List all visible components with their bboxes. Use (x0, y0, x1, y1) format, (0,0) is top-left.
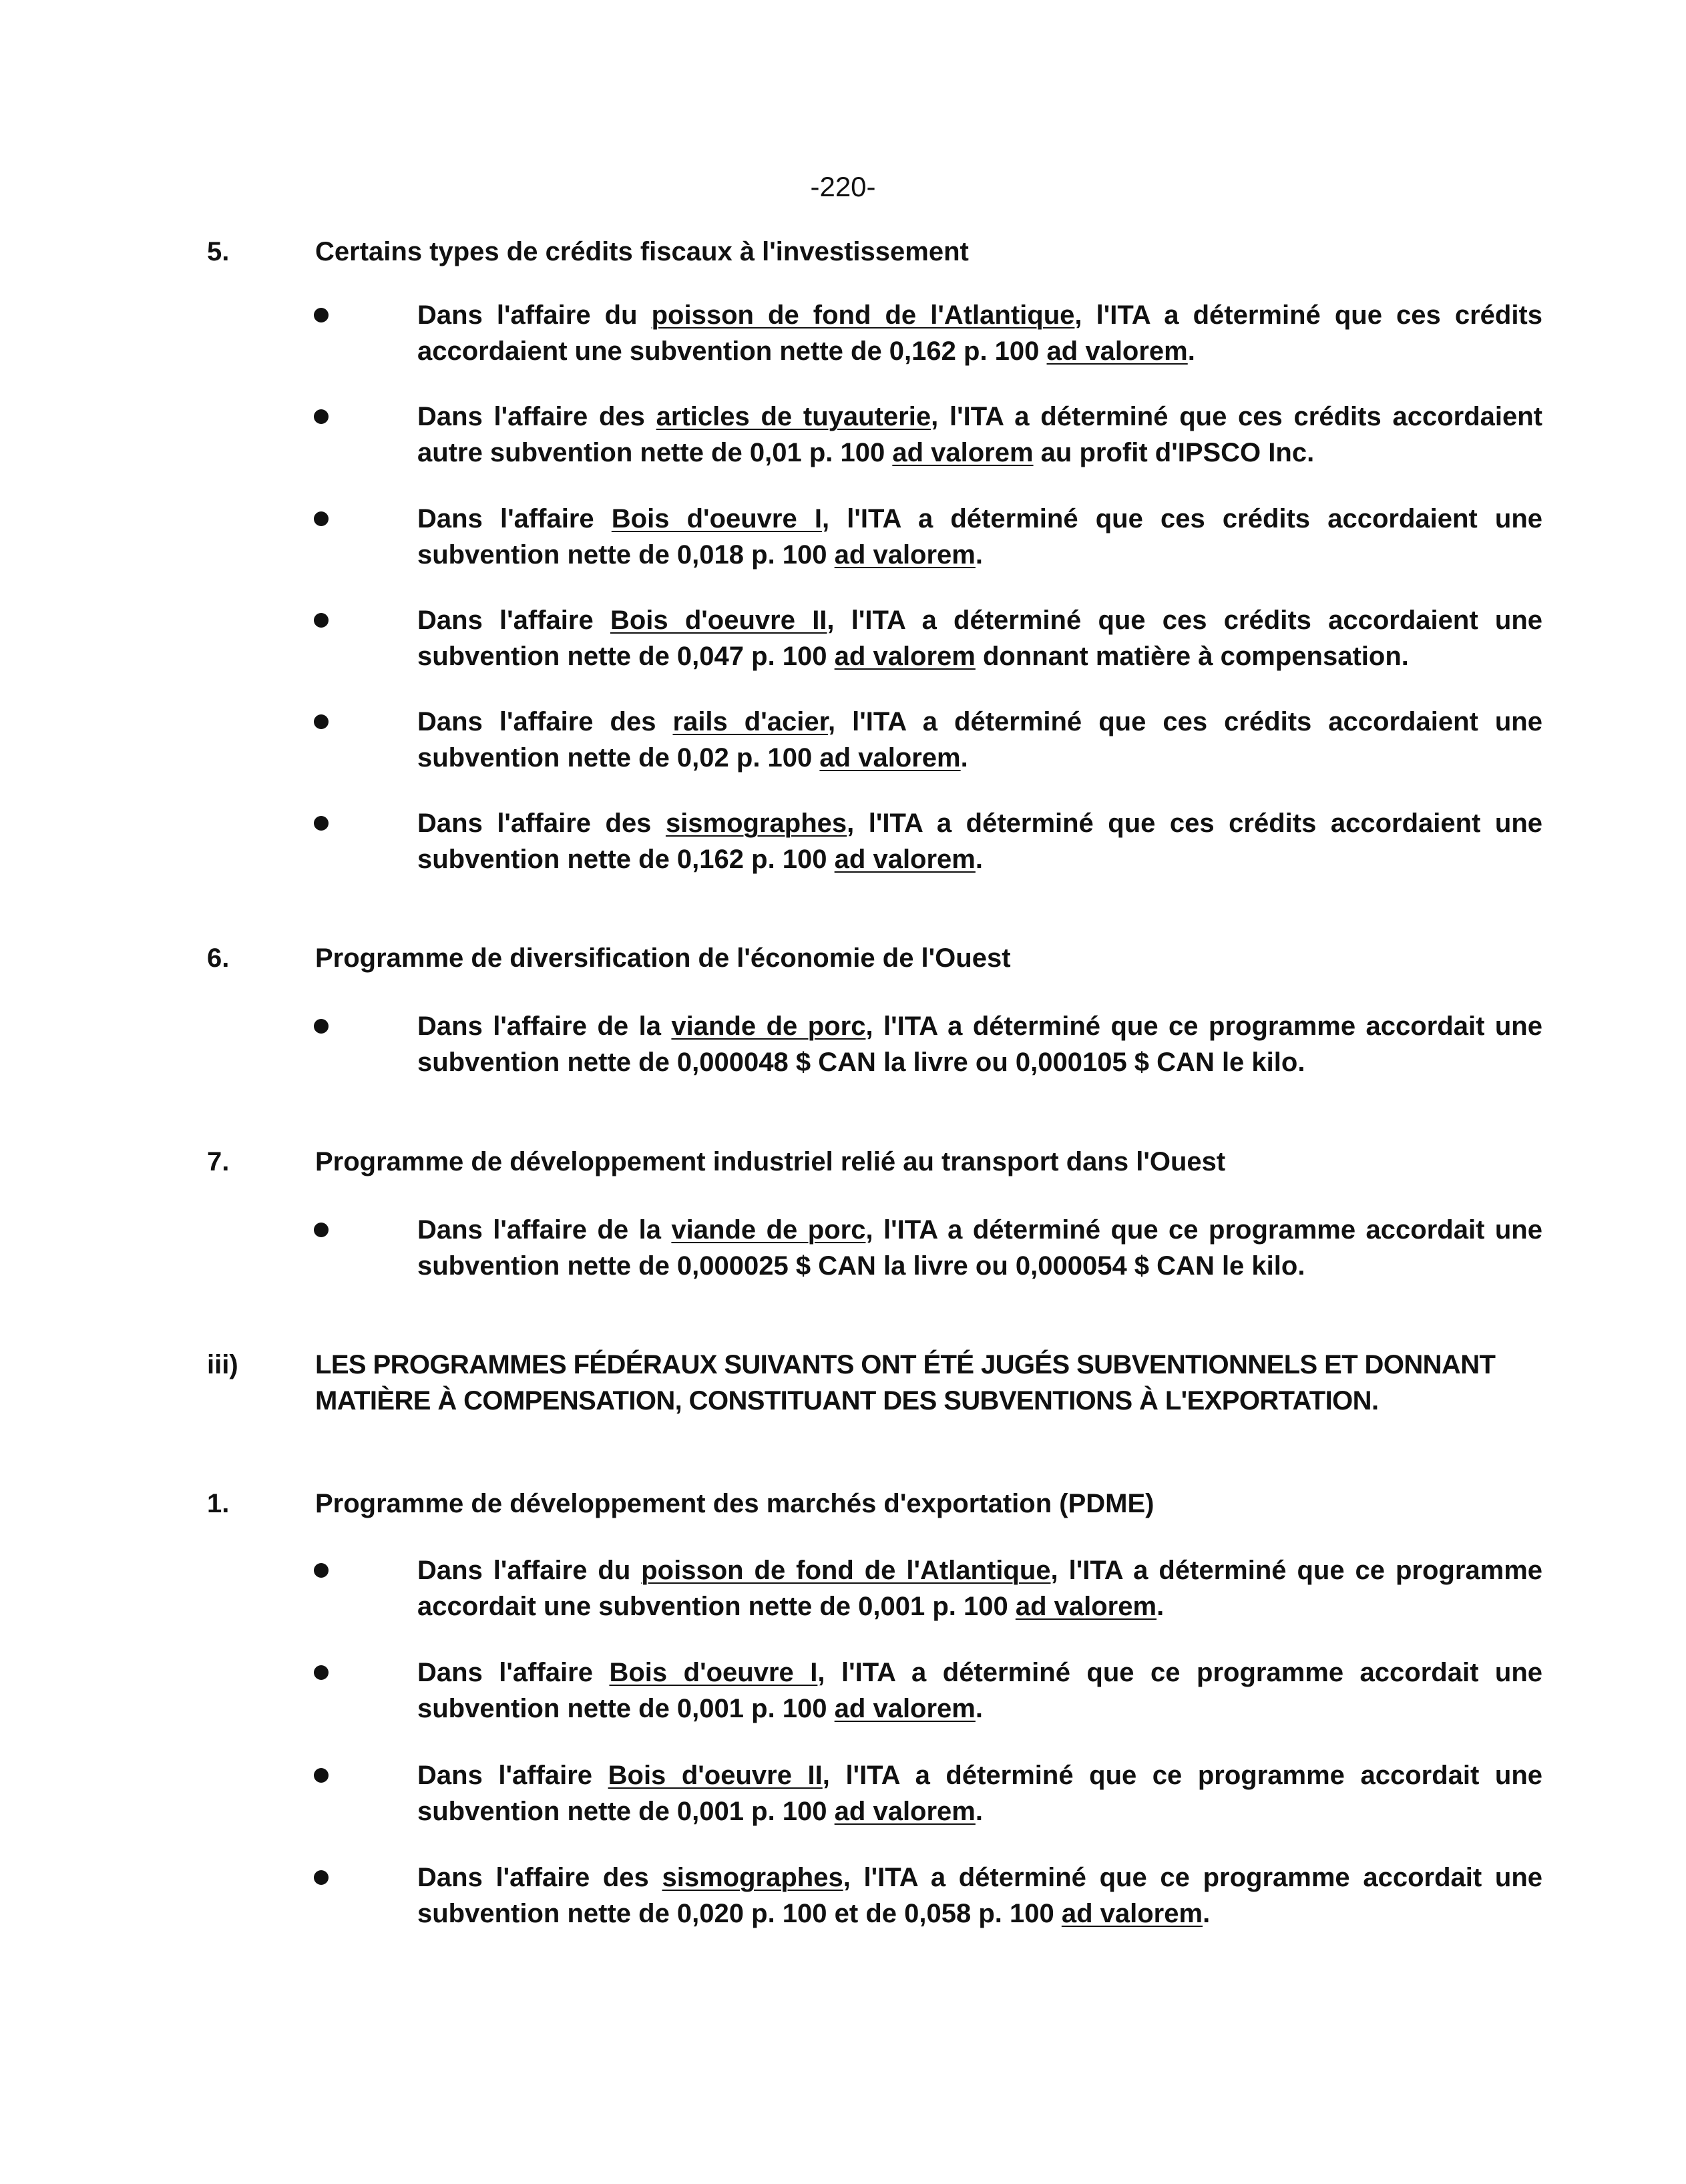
section-title: Programme de développement industriel relié au transport dans l'Ouest (315, 1147, 1226, 1176)
section-number: 5. (207, 237, 230, 266)
list-item-text: Dans l'affaire Bois d'oeuvre II, l'ITA a déterminé que ce programme accordait une subvention nette de 0,001 p. 100 ad valorem. (417, 1761, 1542, 1826)
list-item-text: Dans l'affaire du poisson de fond de l'Atlantique, l'ITA a déterminé que ce programme accordait une subvention nette de 0,001 p. 100 ad valorem. (417, 1556, 1543, 1621)
list-item-text: Dans l'affaire Bois d'oeuvre I, l'ITA a déterminé que ce programme accordait une subvention nette de 0,001 p. 100 ad valorem. (417, 1658, 1542, 1723)
list-item-text: Dans l'affaire de la viande de porc, l'ITA a déterminé que ce programme accordait une subvention nette de 0,000025 $ CAN la livre ou 0,000054 $ CAN le kilo. (417, 1215, 1542, 1281)
bullet-icon (314, 1019, 329, 1034)
list-item-text: Dans l'affaire des sismographes, l'ITA a déterminé que ce programme accordait une subvention nette de 0,020 p. 100 et de 0,058 p. 100 ad valorem. (417, 1863, 1543, 1928)
bullet-icon (314, 1768, 329, 1783)
section-number: iii) (207, 1350, 238, 1379)
section-number: 6. (207, 943, 230, 973)
list-item-text: Dans l'affaire du poisson de fond de l'Atlantique, l'ITA a déterminé que ces crédits accordaient une subvention nette de 0,162 p. 100 ad valorem. (417, 300, 1542, 366)
bullet-icon (314, 1563, 329, 1578)
list-item-text: Dans l'affaire Bois d'oeuvre I, l'ITA a déterminé que ces crédits accordaient une subvention nette de 0,018 p. 100 ad valorem. (417, 504, 1542, 570)
page-number: -220- (810, 171, 876, 202)
bullet-icon (314, 308, 329, 322)
bullet-icon (314, 1223, 329, 1237)
section-title: Programme de diversification de l'économie de l'Ouest (315, 943, 1011, 973)
section-title: LES PROGRAMMES FÉDÉRAUX SUIVANTS ONT ÉTÉ JUGÉS SUBVENTIONNELS ET DONNANT MATIÈRE À COMPENSATION, CONSTITUANT DES SUBVENTIONS À L'EXPORTATION. (315, 1350, 1496, 1415)
bullet-icon (314, 1665, 329, 1680)
bullet-icon (314, 511, 329, 526)
section-title: Programme de développement des marchés d'exportation (PDME) (315, 1489, 1154, 1518)
list-item-text: Dans l'affaire des articles de tuyauterie, l'ITA a déterminé que ces crédits accordaient autre subvention nette de 0,01 p. 100 ad valorem au profit d'IPSCO Inc. (417, 402, 1542, 467)
bullet-icon (314, 409, 329, 424)
list-item-text: Dans l'affaire des rails d'acier, l'ITA a déterminé que ces crédits accordaient une subvention nette de 0,02 p. 100 ad valorem. (417, 707, 1542, 773)
section-number: 7. (207, 1147, 230, 1176)
bullet-icon (314, 1870, 329, 1885)
section-title: Certains types de crédits fiscaux à l'investissement (315, 237, 969, 266)
bullet-icon (314, 714, 329, 729)
section-number: 1. (207, 1489, 230, 1518)
list-item-text: Dans l'affaire Bois d'oeuvre II, l'ITA a déterminé que ces crédits accordaient une subvention nette de 0,047 p. 100 ad valorem donnant matière à compensation. (417, 606, 1542, 671)
bullet-icon (314, 613, 329, 628)
list-item-text: Dans l'affaire de la viande de porc, l'ITA a déterminé que ce programme accordait une subvention nette de 0,000048 $ CAN la livre ou 0,000105 $ CAN le kilo. (417, 1012, 1542, 1077)
list-item-text: Dans l'affaire des sismographes, l'ITA a déterminé que ces crédits accordaient une subvention nette de 0,162 p. 100 ad valorem. (417, 809, 1542, 874)
bullet-icon (314, 816, 329, 831)
